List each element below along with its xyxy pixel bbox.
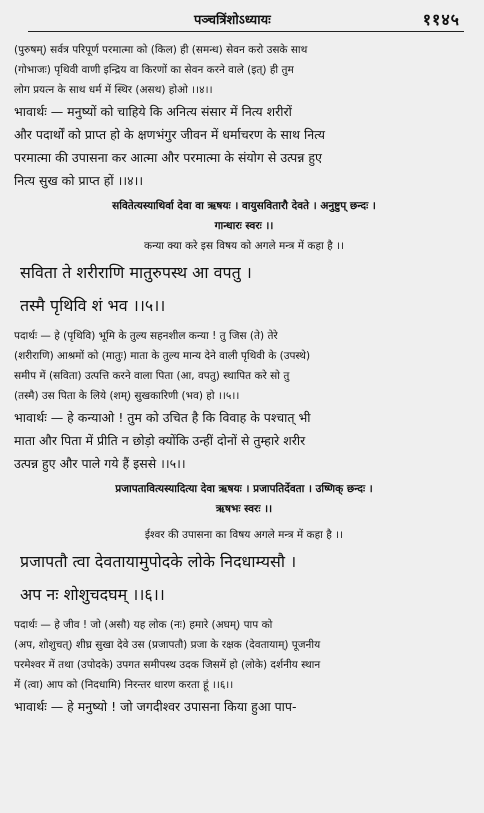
mantra-line: अप नः शोशुचदघम् ।।६।। bbox=[20, 585, 165, 604]
mantra-5 bbox=[14, 256, 474, 322]
meta-line: गान्धारः स्वरः ।। bbox=[214, 220, 274, 232]
mantra-intro: ईश्वर की उपासना का विषय अगले मन्त्र में कहा है ।। bbox=[144, 529, 344, 541]
text-line: लोग प्रयत्न के साथ धर्म में स्थिर (असथ) होओ ।।४।। bbox=[14, 84, 213, 96]
text-line: नित्य सुख को प्राप्त हों ।।४।। bbox=[14, 173, 144, 188]
page-header bbox=[14, 0, 474, 40]
padartha-continuation bbox=[14, 40, 474, 100]
mantra-6 bbox=[14, 545, 474, 611]
mantra-line: तस्मै पृथिवि शं भव ।।५।। bbox=[20, 296, 166, 315]
chapter-title: पञ्चत्रिंशोऽध्यायः bbox=[194, 13, 271, 28]
meta-line: प्रजापतावित्यस्यादित्या देवा ऋषयः । प्रजापतिर्देवता । उष्णिक् छन्दः । bbox=[115, 483, 373, 495]
bhavartha-4 bbox=[14, 100, 474, 192]
text-line: (तस्मै) उस पिता के लिये (शम्) सुखकारिणी (भव) हो ।।५।। bbox=[14, 390, 240, 402]
text-line: पदार्थः — हे जीव ! जो (असौ) यह लोक (नः) हमारे (अघम्) पाप को bbox=[14, 619, 273, 631]
text-line: भावार्थः — मनुष्यों को चाहिये कि अनित्य संसार में नित्य शरीरों bbox=[14, 104, 292, 119]
header-rule bbox=[28, 31, 464, 32]
text-line: परमात्मा की उपासना कर आत्मा और परमात्मा के संयोग से उत्पन्न हुए bbox=[14, 150, 322, 165]
text-line: भावार्थः — हे कन्याओ ! तुम को उचित है कि विवाह के पश्चात् भी bbox=[14, 410, 311, 425]
rishi-devata-line-5 bbox=[14, 196, 474, 236]
page-number: ११४५ bbox=[422, 10, 460, 29]
text-line: (पुरुषम्) सर्वत्र परिपूर्ण परमात्मा को (किल) ही (समन्ध) सेवन करो उसके साथ bbox=[14, 44, 308, 56]
text-line: (शरीराणि) आश्रमों को (मातुः) माता के तुल्य मान्य देने वाली पृथिवी के (उपस्थे) bbox=[14, 350, 311, 362]
text-line: परमेश्वर में तथा (उपोदके) उपगत समीपस्थ उदक जिसमें हो (लोके) दर्शनीय स्थान bbox=[14, 659, 321, 671]
mantra-line: प्रजापतौ त्वा देवतायामुपोदके लोके निदधाम्यसौ । bbox=[20, 552, 297, 571]
rishi-devata-line-6 bbox=[14, 479, 474, 519]
text-line: में (त्वा) आप को (निदधामि) निरन्तर धारण करता हूं ।।६।। bbox=[14, 679, 234, 691]
padartha-6 bbox=[14, 615, 474, 695]
meta-line: सवितेत्यस्याथिर्वा देवा वा ऋषयः । वायुसवितारौ देवते । अनुष्टुप् छन्दः । bbox=[112, 200, 376, 212]
bhavartha-5 bbox=[14, 406, 474, 475]
text-line: समीप में (सविता) उत्पत्ति करने वाला पिता (आ, वपतु) स्थापित करे सो तु bbox=[14, 370, 290, 382]
meta-line: ऋषभः स्वरः ।। bbox=[215, 503, 273, 515]
mantra-intro: कन्या क्या करे इस विषय को अगले मन्त्र में कहा है ।। bbox=[144, 240, 344, 252]
mantra-line: सविता ते शरीराणि मातुरुपस्थ आ वपतु । bbox=[20, 263, 252, 282]
bhavartha-6 bbox=[14, 695, 474, 718]
text-line: और पदार्थों को प्राप्त हो के क्षणभंगुर जीवन में धर्माचरण के साथ नित्य bbox=[14, 127, 326, 142]
text-line: माता और पिता में प्रीति न छोड़ो क्योंकि उन्हीं दोनों से तुम्हारे शरीर bbox=[14, 433, 306, 448]
text-line: उत्पन्न हुए और पाले गये हैं इससे ।।५।। bbox=[14, 456, 186, 471]
text-line: पदार्थः — हे (पृथिवि) भूमि के तुल्य सहनशील कन्या ! तु जिस (ते) तेरे bbox=[14, 330, 278, 342]
text-line: (अप, शोशुचत्) शीघ्र सुखा देवे उस (प्रजापतौ) प्रजा के रक्षक (देवतायाम्) पूजनीय bbox=[14, 639, 321, 651]
text-line: भावार्थः — हे मनुष्यो ! जो जगदीश्वर उपासना किया हुआ पाप- bbox=[14, 699, 297, 714]
text-line: (गोभाजः) पृथिवी वाणी इन्द्रिय वा किरणों का सेवन करने वाले (इत्) ही तुम bbox=[14, 64, 294, 76]
padartha-5 bbox=[14, 326, 474, 406]
